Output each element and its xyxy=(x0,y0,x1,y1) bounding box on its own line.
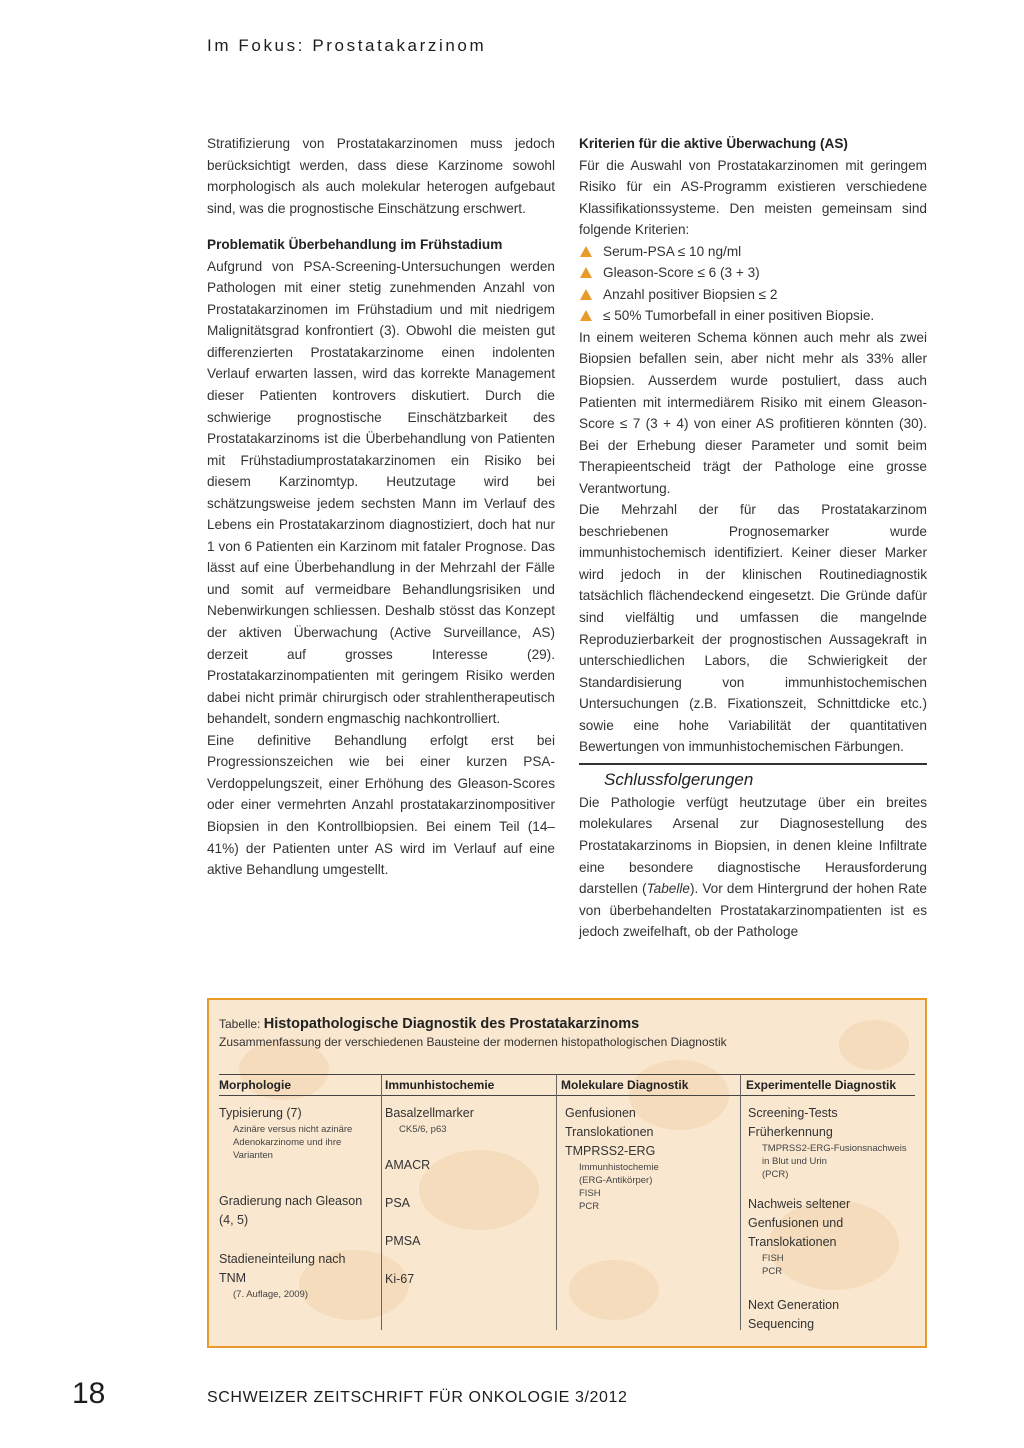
experimental-column: Screening-Tests Früherkennung TMPRSS2-ERG-Fusionsnachweis in Blut und Urin (PCR) Nachweis seltener Genfusionen und Translokationen FISH PCR Next Generation Sequencing xyxy=(748,1106,907,1331)
triangle-bullet-icon xyxy=(580,246,592,257)
paragraph: Die Mehrzahl der für das Prostatakarzinom beschriebenen Prognosemarker wurde immunhistochemisch identifiziert. Keiner dieser Marker wird jedoch in der klinischen Routinediagnostik tatsächlich flächendeckend eingesetzt. Die Gründe dafür sind vielfältig und umfassen die mangelnde Reproduzierbarkeit der prognostischen Aussagekraft in unterschiedlichen Labors, die Schwierigkeit der Standardisierung von immunhistochemischen Untersuchungen (z.B. Fixationszeit, Schnittdicke etc.) sowie eine hohe Variabilität der quantitativen Bewertungen von immunhistochemischen Färbungen. xyxy=(579,502,927,755)
paragraph: In einem weiteren Schema können auch mehr als zwei Biopsien befallen sein, aber nicht mehr als 33% aller Biopsien. Ausserdem wurde postuliert, dass auch Patienten mit intermediärem Risiko mit einem Gleason-Score ≤ 7 (3 + 4) von einer AS profitieren könnten (30). Bei der Erhebung dieser Parameter und somit beim Therapieentscheid trägt der Pathologe eine grosse Verantwortung. xyxy=(579,329,927,496)
column-header: Immunhistochemie xyxy=(385,1078,495,1092)
diagnostics-table-box xyxy=(207,998,927,1348)
paragraph: Eine definitive Behandlung erfolgt erst bei Progressionszeichen wie bei einer kurzen PSA-Verdoppelungszeit, einer Erhöhung des Gleason-Scores oder einer vermehrten Anzahl prostatakarzinompositiver Biopsien in den Kontrollbiopsien. Bei einem Teil (14–41%) der Patienten unter AS wird im Verlauf auf eine aktive Behandlung umgestellt. xyxy=(207,732,555,878)
column-header: Morphologie xyxy=(219,1078,291,1092)
column-divider xyxy=(740,1074,741,1330)
column-header: Experimentelle Diagnostik xyxy=(746,1078,897,1092)
conclusion-heading: Schlussfolgerungen xyxy=(604,769,754,789)
column-divider xyxy=(556,1074,557,1330)
table-header xyxy=(219,1074,915,1096)
column-divider xyxy=(381,1074,382,1330)
column-header: Molekulare Diagnostik xyxy=(561,1078,689,1092)
right-column xyxy=(579,133,927,943)
list-item: Anzahl positiver Biopsien ≤ 2 xyxy=(579,284,927,306)
paragraph: Die Pathologie verfügt heutzutage über ein breites molekulares Arsenal zur Diagnosestellung des Prostatakarzinoms in Biopsien, in denen kleine Infiltrate eine besondere diagnostische Herausforderung darstellen (Tabelle). Vor dem Hintergrund der hohen Rate von überbehandelten Prostatakarzinompatienten ist es jedoch zweifelhaft, ob der Pathologe xyxy=(579,794,927,940)
table-subtitle: Zusammenfassung der verschiedenen Bausteine der modernen histopathologischen Diagnostik xyxy=(219,1035,727,1049)
list-item: Gleason-Score ≤ 6 (3 + 3) xyxy=(579,262,927,284)
section-heading: Problematik Überbehandlung im Frühstadium xyxy=(207,237,503,253)
paragraph: Aufgrund von PSA-Screening-Untersuchungen werden Pathologen mit einer stetig zunehmenden Anzahl von Prostatakarzinomen im Frühstadium und mit niedrigem Malignitätsgrad konfrontiert (3). Obwohl die meisten gut differenzierten Prostatakarzinome einen indolenten Verlauf erwarten lassen, wird das korrekte Management dieser Patienten kontrovers diskutiert. Durch die schwierige prognostische Einschätzbarkeit des Prostatakarzinoms ist die Überbehandlung von Patienten mit Frühstadiumprostatakarzinomen ein Risiko bei diesem Karzinomtyp. Heutzutage wird bei schätzungsweise jedem sechsten Mann im Verlauf des Lebens ein Prostatakarzinom diagnostiziert, doch hat nur 1 von 6 Patienten ein Karzinom mit fataler Prognose. Das lässt auf eine Überbehandlung in der Mehrzahl der Fälle und somit auf vermeidbare Behandlungsrisiken und Nebenwirkungen schliessen. Deshalb stösst das Konzept der aktiven Überwachung (Active Surveillance, AS) derzeit auf grosses Interesse (29). Prostatakarzinompatienten mit geringem Risiko werden dabei nicht primär chirurgisch oder strahlentherapeutisch behandelt, sondern engmaschig nachkontrolliert. xyxy=(207,258,555,727)
paragraph: Für die Auswahl von Prostatakarzinomen mit geringem Risiko für ein AS-Programm existieren verschiedene Klassifikationssysteme. Den meisten gemeinsam sind folgende Kriterien: xyxy=(579,157,927,238)
left-column xyxy=(207,133,555,881)
paragraph: Stratifizierung von Prostatakarzinomen muss jedoch berücksichtigt werden, dass diese Karzinome sowohl morphologisch als auch molekular heterogen aufgebaut sind, was die prognostische Einschätzung erschwert. xyxy=(207,136,555,216)
molecular-column: Genfusionen Translokationen TMPRSS2-ERG Immunhistochemie (ERG-Antikörper) FISH PCR xyxy=(565,1106,659,1212)
list-item: Serum-PSA ≤ 10 ng/ml xyxy=(579,241,927,263)
morphology-column: Typisierung (7) Azinäre versus nicht azinäre Adenokarzinome und ihre Varianten Gradierung nach Gleason (4, 5) Stadieneinteilung nach TNM (7. Auflage, 2009) xyxy=(219,1106,363,1300)
journal-footer: SCHWEIZER ZEITSCHRIFT FÜR ONKOLOGIE 3/2012 xyxy=(207,1389,628,1406)
triangle-bullet-icon xyxy=(580,267,592,278)
triangle-bullet-icon xyxy=(580,289,592,300)
list-item: ≤ 50% Tumorbefall in einer positiven Biopsie. xyxy=(579,305,927,327)
triangle-bullet-icon xyxy=(580,310,592,321)
running-header: Im Fokus: Prostatakarzinom xyxy=(207,36,487,55)
section-heading: Kriterien für die aktive Überwachung (AS) xyxy=(579,136,848,151)
immunohistochemistry-column: Basalzellmarker CK5/6, p63 AMACR PSA PMSA Ki-67 xyxy=(385,1106,474,1286)
table-caption: Tabelle: Histopathologische Diagnostik des Prostatakarzinoms xyxy=(219,1016,640,1032)
criteria-list xyxy=(579,241,927,327)
page-number: 18 xyxy=(72,1377,106,1410)
section-rule xyxy=(579,763,927,765)
